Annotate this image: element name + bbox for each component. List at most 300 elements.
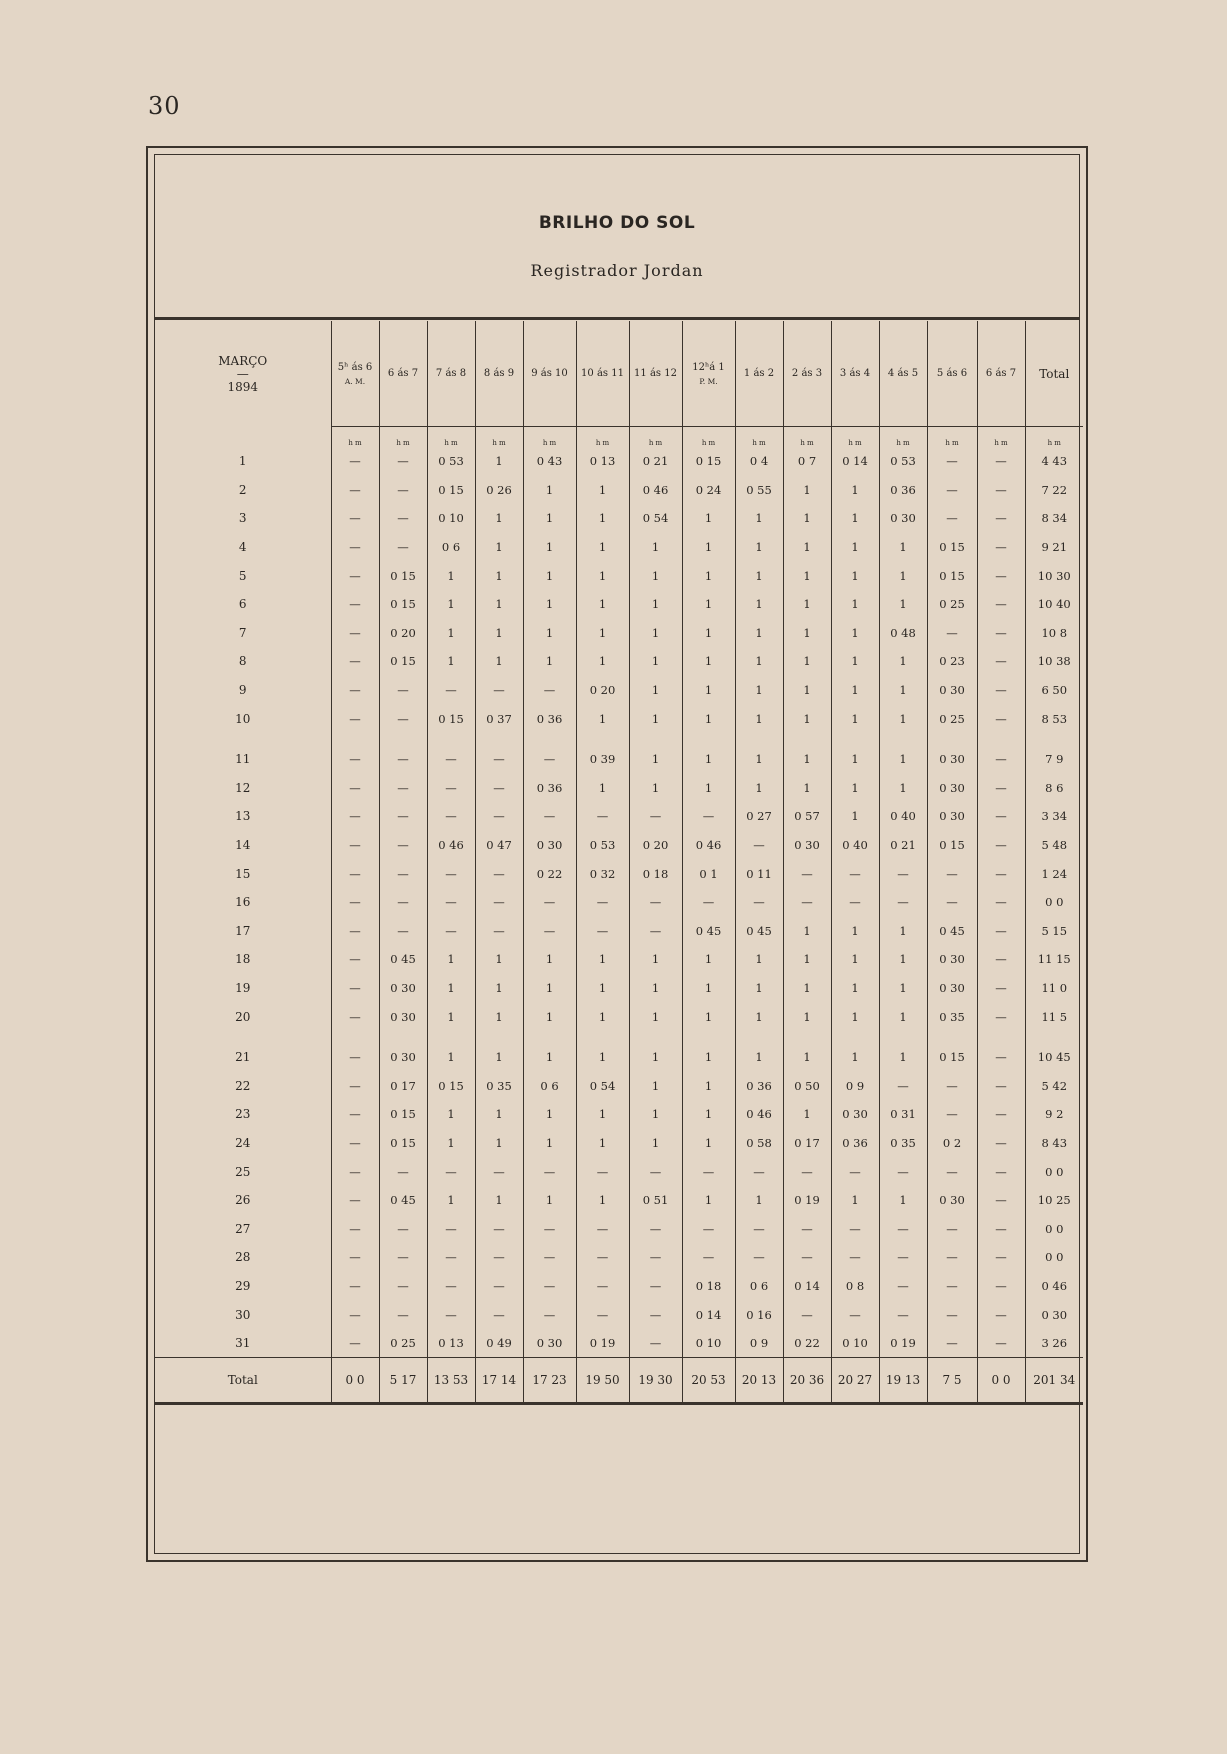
value-cell: — bbox=[475, 1243, 523, 1272]
value-cell: 10 25 bbox=[1025, 1186, 1083, 1215]
table-row bbox=[155, 859, 1083, 888]
value-cell: 4 43 bbox=[1025, 447, 1083, 476]
value-cell: 1 bbox=[427, 1002, 475, 1031]
spacer-cell bbox=[427, 1031, 475, 1043]
value-cell: — bbox=[977, 774, 1025, 803]
value-cell: — bbox=[576, 888, 629, 917]
value-cell: — bbox=[331, 1300, 379, 1329]
value-cell: 1 bbox=[735, 647, 783, 676]
value-cell: 1 bbox=[475, 561, 523, 590]
value-cell: 1 bbox=[475, 1043, 523, 1072]
value-cell: — bbox=[977, 1329, 1025, 1358]
value-cell: 0 30 bbox=[927, 802, 977, 831]
value-cell: 1 bbox=[523, 1043, 576, 1072]
value-cell: — bbox=[379, 476, 427, 505]
value-cell: — bbox=[523, 1243, 576, 1272]
value-cell: 8 34 bbox=[1025, 504, 1083, 533]
value-cell: — bbox=[331, 917, 379, 946]
value-cell: — bbox=[977, 1100, 1025, 1129]
value-cell: — bbox=[576, 1300, 629, 1329]
value-cell: 0 40 bbox=[831, 831, 879, 860]
total-cell: 20 27 bbox=[831, 1358, 879, 1404]
value-cell: 9 21 bbox=[1025, 533, 1083, 562]
unit-label: h m bbox=[475, 427, 523, 448]
value-cell: — bbox=[927, 888, 977, 917]
value-cell: 1 bbox=[629, 619, 682, 648]
column-header bbox=[523, 321, 576, 427]
value-cell: — bbox=[331, 476, 379, 505]
value-cell: — bbox=[523, 676, 576, 705]
month-label: MARÇO bbox=[218, 353, 268, 368]
spacer-cell bbox=[977, 1031, 1025, 1043]
unit-label: h m bbox=[831, 427, 879, 448]
value-cell: — bbox=[831, 859, 879, 888]
value-cell: 1 bbox=[629, 533, 682, 562]
table-row bbox=[155, 704, 1083, 733]
value-cell: 1 bbox=[831, 647, 879, 676]
column-header bbox=[927, 321, 977, 427]
value-cell: — bbox=[379, 676, 427, 705]
value-cell: 1 bbox=[682, 676, 735, 705]
value-cell: 1 bbox=[576, 974, 629, 1003]
table-row bbox=[155, 1100, 1083, 1129]
value-cell: — bbox=[331, 619, 379, 648]
day-cell: 28 bbox=[235, 1250, 251, 1265]
value-cell: 1 bbox=[629, 774, 682, 803]
column-header-label: 11 ás 12 bbox=[634, 368, 677, 379]
value-cell: 0 54 bbox=[576, 1071, 629, 1100]
value-cell: — bbox=[629, 888, 682, 917]
value-cell: 9 2 bbox=[1025, 1100, 1083, 1129]
day-cell: 31 bbox=[235, 1336, 251, 1351]
column-header-label: 12ʰá 1 bbox=[692, 361, 725, 373]
value-cell: — bbox=[379, 859, 427, 888]
spacer-cell bbox=[427, 733, 475, 745]
value-cell: 0 11 bbox=[735, 859, 783, 888]
day-cell: 29 bbox=[235, 1278, 251, 1293]
value-cell: 0 15 bbox=[379, 647, 427, 676]
spacer-cell bbox=[475, 1031, 523, 1043]
value-cell: 1 bbox=[576, 704, 629, 733]
value-cell: — bbox=[977, 1272, 1025, 1301]
spacer-cell bbox=[576, 1031, 629, 1043]
value-cell: 1 bbox=[629, 647, 682, 676]
value-cell: 1 bbox=[576, 504, 629, 533]
value-cell: — bbox=[379, 1243, 427, 1272]
value-cell: 0 35 bbox=[879, 1129, 927, 1158]
value-cell: 1 bbox=[879, 974, 927, 1003]
value-cell: — bbox=[523, 917, 576, 946]
value-cell: — bbox=[783, 1214, 831, 1243]
value-cell: 0 30 bbox=[927, 676, 977, 705]
value-cell: — bbox=[629, 802, 682, 831]
value-cell: — bbox=[331, 1329, 379, 1358]
value-cell: 0 35 bbox=[475, 1071, 523, 1100]
total-cell: 201 34 bbox=[1025, 1358, 1083, 1404]
value-cell: 1 bbox=[783, 1002, 831, 1031]
column-header bbox=[831, 321, 879, 427]
value-cell: 0 15 bbox=[379, 1129, 427, 1158]
value-cell: 0 15 bbox=[927, 533, 977, 562]
value-cell: — bbox=[977, 859, 1025, 888]
unit-label: h m bbox=[735, 427, 783, 448]
value-cell: — bbox=[331, 1043, 379, 1072]
value-cell: 1 bbox=[629, 974, 682, 1003]
spacer-cell bbox=[879, 1031, 927, 1043]
spacer-cell bbox=[977, 733, 1025, 745]
value-cell: — bbox=[831, 1300, 879, 1329]
value-cell: 1 bbox=[682, 619, 735, 648]
spacer-cell bbox=[682, 1031, 735, 1043]
total-cell: 19 30 bbox=[629, 1358, 682, 1404]
total-cell: 17 14 bbox=[475, 1358, 523, 1404]
table-row bbox=[155, 1002, 1083, 1031]
value-cell: 1 bbox=[475, 447, 523, 476]
value-cell: 0 23 bbox=[927, 647, 977, 676]
value-cell: 0 4 bbox=[735, 447, 783, 476]
value-cell: 1 bbox=[629, 561, 682, 590]
value-cell: — bbox=[977, 974, 1025, 1003]
value-cell: 0 14 bbox=[682, 1300, 735, 1329]
value-cell: — bbox=[379, 1157, 427, 1186]
column-header bbox=[629, 321, 682, 427]
value-cell: 0 45 bbox=[927, 917, 977, 946]
value-cell: — bbox=[927, 1272, 977, 1301]
value-cell: — bbox=[475, 917, 523, 946]
spacer-cell bbox=[155, 1031, 331, 1043]
value-cell: 5 42 bbox=[1025, 1071, 1083, 1100]
value-cell: — bbox=[977, 676, 1025, 705]
unit-cell-empty bbox=[155, 427, 331, 448]
value-cell: 1 bbox=[831, 1002, 879, 1031]
value-cell: 0 46 bbox=[735, 1100, 783, 1129]
value-cell: 1 bbox=[682, 1002, 735, 1031]
value-cell: 0 37 bbox=[475, 704, 523, 733]
table-row bbox=[155, 945, 1083, 974]
column-header-label: 9 ás 10 bbox=[531, 368, 568, 379]
column-header bbox=[682, 321, 735, 427]
value-cell: 1 bbox=[576, 1043, 629, 1072]
total-row bbox=[155, 1358, 1083, 1404]
value-cell: 1 bbox=[576, 1186, 629, 1215]
value-cell: 8 53 bbox=[1025, 704, 1083, 733]
table-row bbox=[155, 647, 1083, 676]
table-row bbox=[155, 676, 1083, 705]
day-cell: 21 bbox=[235, 1050, 251, 1065]
spacer-cell bbox=[682, 733, 735, 745]
value-cell: — bbox=[331, 590, 379, 619]
value-cell: — bbox=[379, 704, 427, 733]
value-cell: — bbox=[682, 802, 735, 831]
value-cell: — bbox=[927, 859, 977, 888]
value-cell: 0 25 bbox=[927, 704, 977, 733]
value-cell: 1 bbox=[427, 561, 475, 590]
value-cell: 1 bbox=[783, 774, 831, 803]
spacer-cell bbox=[1025, 1031, 1083, 1043]
value-cell: 0 30 bbox=[927, 974, 977, 1003]
value-cell: — bbox=[379, 504, 427, 533]
value-cell: 1 bbox=[735, 704, 783, 733]
value-cell: 1 bbox=[576, 561, 629, 590]
value-cell: 0 6 bbox=[523, 1071, 576, 1100]
value-cell: 1 bbox=[523, 1186, 576, 1215]
value-cell: — bbox=[879, 888, 927, 917]
value-cell: 1 bbox=[427, 1100, 475, 1129]
table-frame bbox=[146, 146, 1088, 1562]
value-cell: 0 15 bbox=[927, 831, 977, 860]
value-cell: 1 bbox=[629, 945, 682, 974]
value-cell: — bbox=[331, 647, 379, 676]
column-header-label: 5ʰ ás 6 bbox=[337, 361, 373, 373]
value-cell: — bbox=[927, 1300, 977, 1329]
day-cell: 6 bbox=[238, 597, 247, 612]
spacer-cell bbox=[629, 733, 682, 745]
value-cell: 8 6 bbox=[1025, 774, 1083, 803]
value-cell: 0 50 bbox=[783, 1071, 831, 1100]
column-header bbox=[735, 321, 783, 427]
value-cell: 0 49 bbox=[475, 1329, 523, 1358]
value-cell: 1 bbox=[831, 504, 879, 533]
column-header-label: 2 ás 3 bbox=[791, 368, 823, 379]
value-cell: — bbox=[379, 1214, 427, 1243]
value-cell: 0 15 bbox=[427, 1071, 475, 1100]
value-cell: 1 bbox=[475, 1002, 523, 1031]
value-cell: 0 6 bbox=[735, 1272, 783, 1301]
unit-label: h m bbox=[682, 427, 735, 448]
value-cell: — bbox=[977, 504, 1025, 533]
value-cell: — bbox=[831, 1157, 879, 1186]
value-cell: — bbox=[977, 888, 1025, 917]
value-cell: — bbox=[977, 1002, 1025, 1031]
value-cell: 1 bbox=[576, 476, 629, 505]
value-cell: 1 bbox=[475, 590, 523, 619]
value-cell: 1 bbox=[475, 945, 523, 974]
value-cell: 0 46 bbox=[682, 831, 735, 860]
value-cell: — bbox=[427, 802, 475, 831]
value-cell: 0 0 bbox=[1025, 1157, 1083, 1186]
value-cell: 0 6 bbox=[427, 533, 475, 562]
value-cell: — bbox=[977, 619, 1025, 648]
value-cell: 7 22 bbox=[1025, 476, 1083, 505]
value-cell: — bbox=[331, 561, 379, 590]
value-cell: 0 36 bbox=[831, 1129, 879, 1158]
value-cell: — bbox=[629, 1243, 682, 1272]
value-cell: — bbox=[927, 1243, 977, 1272]
value-cell: — bbox=[427, 1272, 475, 1301]
day-cell: 14 bbox=[235, 838, 251, 853]
day-cell: 27 bbox=[235, 1221, 251, 1236]
value-cell: — bbox=[783, 1157, 831, 1186]
value-cell: — bbox=[977, 476, 1025, 505]
table-body bbox=[155, 427, 1083, 1404]
value-cell: 0 15 bbox=[427, 704, 475, 733]
value-cell: 0 31 bbox=[879, 1100, 927, 1129]
value-cell: 1 bbox=[576, 1002, 629, 1031]
value-cell: 1 bbox=[475, 647, 523, 676]
value-cell: — bbox=[629, 1157, 682, 1186]
value-cell: 1 bbox=[475, 1100, 523, 1129]
value-cell: 0 43 bbox=[523, 447, 576, 476]
value-cell: 1 bbox=[523, 504, 576, 533]
value-cell: 10 8 bbox=[1025, 619, 1083, 648]
value-cell: 0 10 bbox=[682, 1329, 735, 1358]
unit-label: h m bbox=[783, 427, 831, 448]
value-cell: — bbox=[682, 1157, 735, 1186]
value-cell: 1 bbox=[576, 590, 629, 619]
value-cell: 0 13 bbox=[427, 1329, 475, 1358]
value-cell: — bbox=[331, 802, 379, 831]
value-cell: 1 bbox=[629, 1071, 682, 1100]
value-cell: 1 bbox=[879, 774, 927, 803]
header-rule bbox=[155, 317, 1079, 320]
value-cell: 1 bbox=[629, 1129, 682, 1158]
value-cell: — bbox=[879, 1214, 927, 1243]
value-cell: — bbox=[927, 447, 977, 476]
value-cell: — bbox=[427, 1300, 475, 1329]
column-header-label: 6 ás 7 bbox=[387, 368, 419, 379]
value-cell: — bbox=[475, 1272, 523, 1301]
column-header-label: 5 ás 6 bbox=[936, 368, 968, 379]
unit-label: h m bbox=[576, 427, 629, 448]
day-cell: 22 bbox=[235, 1078, 251, 1093]
value-cell: 1 bbox=[523, 945, 576, 974]
value-cell: 1 bbox=[879, 1186, 927, 1215]
value-cell: 1 bbox=[427, 647, 475, 676]
value-cell: — bbox=[331, 1272, 379, 1301]
value-cell: 0 17 bbox=[783, 1129, 831, 1158]
value-cell: 1 bbox=[523, 476, 576, 505]
value-cell: 0 21 bbox=[629, 447, 682, 476]
day-cell: 17 bbox=[235, 923, 251, 938]
header-row bbox=[155, 321, 1083, 427]
value-cell: 1 bbox=[879, 533, 927, 562]
value-cell: 0 30 bbox=[379, 1002, 427, 1031]
table-row bbox=[155, 533, 1083, 562]
value-cell: — bbox=[331, 676, 379, 705]
value-cell: 1 bbox=[831, 676, 879, 705]
value-cell: — bbox=[927, 504, 977, 533]
value-cell: 0 25 bbox=[379, 1329, 427, 1358]
value-cell: — bbox=[331, 533, 379, 562]
day-cell: 1 bbox=[238, 454, 247, 469]
value-cell: 1 bbox=[735, 590, 783, 619]
value-cell: 1 bbox=[682, 590, 735, 619]
value-cell: — bbox=[475, 859, 523, 888]
spacer-cell bbox=[155, 733, 331, 745]
value-cell: 1 bbox=[427, 1043, 475, 1072]
value-cell: 1 bbox=[879, 590, 927, 619]
unit-label: h m bbox=[1025, 427, 1083, 448]
value-cell: 0 36 bbox=[735, 1071, 783, 1100]
value-cell: 0 45 bbox=[379, 945, 427, 974]
value-cell: 1 bbox=[831, 1186, 879, 1215]
value-cell: 0 15 bbox=[379, 590, 427, 619]
value-cell: 0 16 bbox=[735, 1300, 783, 1329]
value-cell: 1 bbox=[475, 504, 523, 533]
total-cell: 19 13 bbox=[879, 1358, 927, 1404]
value-cell: 0 30 bbox=[879, 504, 927, 533]
day-cell: 30 bbox=[235, 1307, 251, 1322]
value-cell: 0 0 bbox=[1025, 1214, 1083, 1243]
value-cell: — bbox=[523, 888, 576, 917]
value-cell: 0 19 bbox=[879, 1329, 927, 1358]
value-cell: 1 bbox=[576, 1129, 629, 1158]
value-cell: — bbox=[977, 1243, 1025, 1272]
value-cell: — bbox=[977, 561, 1025, 590]
value-cell: 1 bbox=[783, 974, 831, 1003]
value-cell: 1 bbox=[629, 1100, 682, 1129]
value-cell: 10 45 bbox=[1025, 1043, 1083, 1072]
value-cell: 1 bbox=[735, 619, 783, 648]
value-cell: 0 46 bbox=[1025, 1272, 1083, 1301]
value-cell: 0 53 bbox=[879, 447, 927, 476]
value-cell: — bbox=[576, 1157, 629, 1186]
value-cell: — bbox=[523, 1300, 576, 1329]
value-cell: 1 bbox=[427, 619, 475, 648]
day-cell: 20 bbox=[235, 1009, 251, 1024]
value-cell: 1 bbox=[523, 619, 576, 648]
value-cell: — bbox=[475, 802, 523, 831]
table-row bbox=[155, 476, 1083, 505]
value-cell: 11 5 bbox=[1025, 1002, 1083, 1031]
value-cell: — bbox=[927, 1071, 977, 1100]
total-label: Total bbox=[155, 1358, 331, 1404]
value-cell: 1 bbox=[735, 774, 783, 803]
value-cell: 0 39 bbox=[576, 745, 629, 774]
value-cell: 0 30 bbox=[927, 945, 977, 974]
column-header bbox=[427, 321, 475, 427]
spacer-cell bbox=[523, 1031, 576, 1043]
table-row bbox=[155, 1157, 1083, 1186]
spacer-cell bbox=[879, 733, 927, 745]
value-cell: 5 15 bbox=[1025, 917, 1083, 946]
spacer-cell bbox=[576, 733, 629, 745]
value-cell: 1 bbox=[475, 533, 523, 562]
value-cell: — bbox=[331, 704, 379, 733]
value-cell: 1 bbox=[735, 974, 783, 1003]
value-cell: — bbox=[682, 1214, 735, 1243]
value-cell: — bbox=[379, 917, 427, 946]
day-cell: 3 bbox=[238, 511, 247, 526]
value-cell: 11 15 bbox=[1025, 945, 1083, 974]
table-title: BRILHO DO SOL bbox=[538, 213, 696, 233]
value-cell: 1 bbox=[831, 802, 879, 831]
day-cell: 5 bbox=[238, 568, 247, 583]
value-cell: 1 bbox=[831, 1043, 879, 1072]
value-cell: 0 13 bbox=[576, 447, 629, 476]
value-cell: 1 bbox=[831, 917, 879, 946]
day-cell: 12 bbox=[235, 780, 251, 795]
value-cell: 1 bbox=[831, 476, 879, 505]
value-cell: — bbox=[977, 745, 1025, 774]
value-cell: 1 bbox=[831, 945, 879, 974]
value-cell: 1 bbox=[735, 533, 783, 562]
table-row bbox=[155, 745, 1083, 774]
total-cell: 20 36 bbox=[783, 1358, 831, 1404]
column-header-label: 4 ás 5 bbox=[887, 368, 919, 379]
value-cell: — bbox=[523, 1272, 576, 1301]
value-cell: — bbox=[977, 1129, 1025, 1158]
value-cell: 0 9 bbox=[735, 1329, 783, 1358]
column-header-label: 1 ás 2 bbox=[743, 368, 775, 379]
value-cell: 0 32 bbox=[576, 859, 629, 888]
value-cell: 1 bbox=[831, 974, 879, 1003]
value-cell: 1 bbox=[783, 1043, 831, 1072]
spacer-cell bbox=[523, 733, 576, 745]
spacer-row bbox=[155, 1031, 1083, 1043]
table-row bbox=[155, 888, 1083, 917]
value-cell: 0 15 bbox=[927, 1043, 977, 1072]
